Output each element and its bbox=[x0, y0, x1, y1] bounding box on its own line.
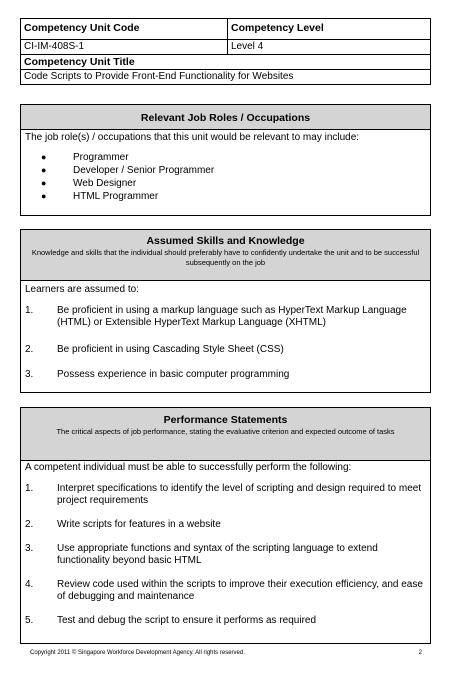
bullet-icon: ● bbox=[41, 178, 47, 188]
unit-code-label: Competency Unit Code bbox=[21, 19, 228, 40]
item-text: Use appropriate functions and syntax of the scripting language to extend functionality beyond basic HTML bbox=[57, 543, 378, 566]
assumed-skills-section bbox=[20, 229, 431, 393]
performance-intro: A competent individual must be able to successfully perform the following: bbox=[25, 462, 352, 473]
performance-list bbox=[21, 483, 430, 627]
page-number: 2 bbox=[418, 650, 422, 656]
level-value: Level 4 bbox=[228, 40, 431, 55]
item-text: Interpret specifications to identify the level of scripting and design required to meet project requirements bbox=[57, 483, 422, 506]
list-item bbox=[21, 483, 430, 507]
list-item bbox=[21, 519, 430, 531]
list-item bbox=[21, 151, 430, 164]
job-roles-heading bbox=[21, 105, 430, 130]
item-number: 2. bbox=[25, 344, 34, 355]
item-text: Write scripts for features in a website bbox=[57, 519, 221, 530]
bullet-icon: ● bbox=[41, 165, 47, 175]
list-item bbox=[21, 543, 430, 567]
list-item bbox=[21, 579, 430, 603]
unit-title-label: Competency Unit Title bbox=[21, 55, 431, 70]
job-role-label: HTML Programmer bbox=[73, 191, 159, 202]
item-text: Be proficient in using a markup language such as HyperText Markup Language (HTML) or Extensible HyperText Markup Language (XHTML) bbox=[57, 305, 407, 328]
unit-header-table bbox=[20, 18, 431, 85]
unit-code-value: CI-IM-408S-1 bbox=[21, 40, 228, 55]
item-text: Test and debug the script to ensure it performs as required bbox=[57, 615, 317, 626]
assumed-skills-heading bbox=[21, 230, 430, 281]
performance-heading bbox=[21, 408, 430, 461]
assumed-skills-title: Assumed Skills and Knowledge bbox=[146, 235, 305, 247]
job-roles-intro: The job role(s) / occupations that this unit would be relevant to may include: bbox=[25, 132, 360, 143]
item-number: 3. bbox=[25, 369, 34, 380]
job-role-label: Web Designer bbox=[73, 178, 137, 189]
assumed-skills-list bbox=[21, 305, 430, 381]
item-number: 1. bbox=[25, 483, 34, 494]
performance-title: Performance Statements bbox=[163, 414, 288, 426]
list-item bbox=[21, 369, 430, 381]
list-item bbox=[21, 305, 430, 329]
item-text: Possess experience in basic computer programming bbox=[57, 369, 290, 380]
list-item bbox=[21, 177, 430, 190]
list-item bbox=[21, 615, 430, 627]
job-role-label: Developer / Senior Programmer bbox=[73, 165, 215, 176]
bullet-icon: ● bbox=[41, 152, 47, 162]
list-item bbox=[21, 344, 430, 356]
level-label: Competency Level bbox=[228, 19, 431, 40]
job-roles-list bbox=[21, 151, 430, 203]
list-item bbox=[21, 190, 430, 203]
assumed-skills-subtitle: Knowledge and skills that the individual should preferably have to confidently undertake the unit and to be successful subsequently on the job bbox=[31, 248, 420, 267]
item-number: 1. bbox=[25, 305, 34, 316]
item-number: 5. bbox=[25, 615, 34, 626]
item-number: 4. bbox=[25, 579, 34, 590]
item-text: Be proficient in using Cascading Style Sheet (CSS) bbox=[57, 344, 284, 355]
item-text: Review code used within the scripts to improve their execution efficiency, and ease of debugging and maintenance bbox=[57, 579, 423, 602]
bullet-icon: ● bbox=[41, 191, 47, 201]
copyright-text: Copyright 2011 © Singapore Workforce Development Agency. All rights reserved. bbox=[30, 650, 245, 656]
job-roles-title: Relevant Job Roles / Occupations bbox=[140, 112, 311, 124]
list-item bbox=[21, 164, 430, 177]
page-footer bbox=[30, 650, 422, 656]
item-number: 3. bbox=[25, 543, 34, 554]
item-number: 2. bbox=[25, 519, 34, 530]
job-role-label: Programmer bbox=[73, 152, 129, 163]
job-roles-section bbox=[20, 104, 431, 216]
assumed-skills-intro: Learners are assumed to: bbox=[25, 284, 139, 295]
performance-statements-section bbox=[20, 407, 431, 644]
performance-subtitle: The critical aspects of job performance, stating the evaluative criterion and expected outcome of tasks bbox=[56, 427, 395, 436]
unit-title-value: Code Scripts to Provide Front-End Functionality for Websites bbox=[21, 70, 431, 85]
